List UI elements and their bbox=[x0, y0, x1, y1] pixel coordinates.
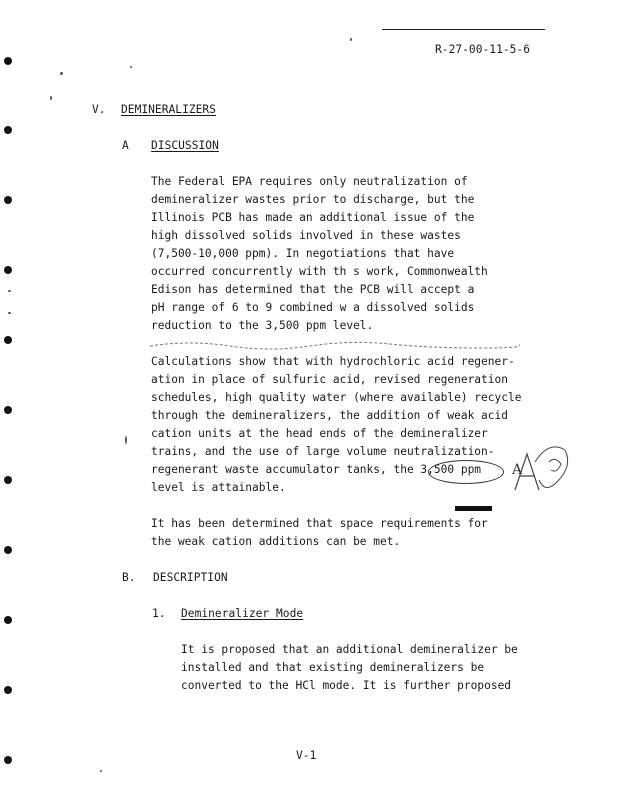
text-line: high dissolved solids involved in these wastes bbox=[151, 229, 461, 242]
text-line: ation in place of sulfuric acid, revised regeneration bbox=[151, 373, 508, 386]
margin-note: A bbox=[512, 462, 523, 478]
text-line: converted to the HCl mode. It is further proposed bbox=[181, 679, 512, 692]
scan-speck bbox=[8, 290, 11, 292]
binder-hole bbox=[4, 406, 12, 414]
page-number: V-1 bbox=[296, 749, 317, 762]
scan-speck bbox=[8, 312, 11, 314]
text-line: installed and that existing demineralizers be bbox=[181, 661, 485, 674]
redaction-bar bbox=[455, 506, 492, 511]
text-line: schedules, high quality water (where available) recycle bbox=[151, 391, 522, 404]
subsection-b-letter: B. bbox=[122, 571, 136, 584]
text-line: pH range of 6 to 9 combined w a dissolved solids bbox=[151, 301, 475, 314]
text-line: occurred concurrently with th s work, Commonwealth bbox=[151, 265, 488, 278]
binder-hole bbox=[4, 546, 12, 554]
section-title: DEMINERALIZERS bbox=[121, 103, 216, 116]
scan-speck bbox=[60, 72, 63, 75]
binder-hole bbox=[4, 686, 12, 694]
binder-hole bbox=[4, 57, 12, 65]
text-line: Illinois PCB has made an additional issue of the bbox=[151, 211, 475, 224]
document-number: R-27-00-11-5-6 bbox=[435, 43, 530, 56]
binder-hole bbox=[4, 266, 12, 274]
text-line: demineralizer wastes prior to discharge, but the bbox=[151, 193, 475, 206]
subsection-a-letter: A bbox=[122, 139, 129, 152]
text-line: The Federal EPA requires only neutralization of bbox=[151, 175, 468, 188]
handwritten-circle bbox=[428, 460, 504, 484]
text-line: reduction to the 3,500 ppm level. bbox=[151, 319, 374, 332]
scan-speck bbox=[350, 38, 352, 41]
item-1-title: Demineralizer Mode bbox=[181, 607, 304, 620]
subsection-a-title: DISCUSSION bbox=[151, 139, 219, 152]
text-line: through the demineralizers, the addition of weak acid bbox=[151, 409, 508, 422]
handwritten-mark bbox=[150, 338, 520, 354]
text-line: Calculations show that with hydrochloric acid regener- bbox=[151, 355, 515, 368]
text-line: cation units at the head ends of the demineralizer bbox=[151, 427, 488, 440]
text-line: (7,500-10,000 ppm). In negotiations that have bbox=[151, 247, 455, 260]
binder-hole bbox=[4, 616, 12, 624]
text-line: regenerant waste accumulator tanks, the 3,500 ppm bbox=[151, 463, 482, 476]
text-line: the weak cation additions can be met. bbox=[151, 535, 401, 548]
item-1-number: 1. bbox=[152, 607, 166, 620]
text-line: It has been determined that space requirements for bbox=[151, 517, 488, 530]
scan-speck bbox=[50, 96, 52, 100]
scan-speck bbox=[100, 770, 102, 772]
text-line: level is attainable. bbox=[151, 481, 286, 494]
binder-hole bbox=[4, 476, 12, 484]
scan-speck bbox=[130, 66, 132, 68]
header-rule bbox=[382, 29, 545, 30]
binder-hole bbox=[4, 126, 12, 134]
section-numeral: V. bbox=[92, 103, 106, 116]
binder-hole bbox=[4, 756, 12, 764]
binder-hole bbox=[4, 336, 12, 344]
text-line: It is proposed that an additional demineralizer be bbox=[181, 643, 518, 656]
subsection-b-title: DESCRIPTION bbox=[153, 571, 228, 584]
scan-speck bbox=[125, 436, 127, 444]
text-line: Edison has determined that the PCB will accept a bbox=[151, 283, 475, 296]
text-line: trains, and the use of large volume neutralization- bbox=[151, 445, 495, 458]
binder-hole bbox=[4, 196, 12, 204]
